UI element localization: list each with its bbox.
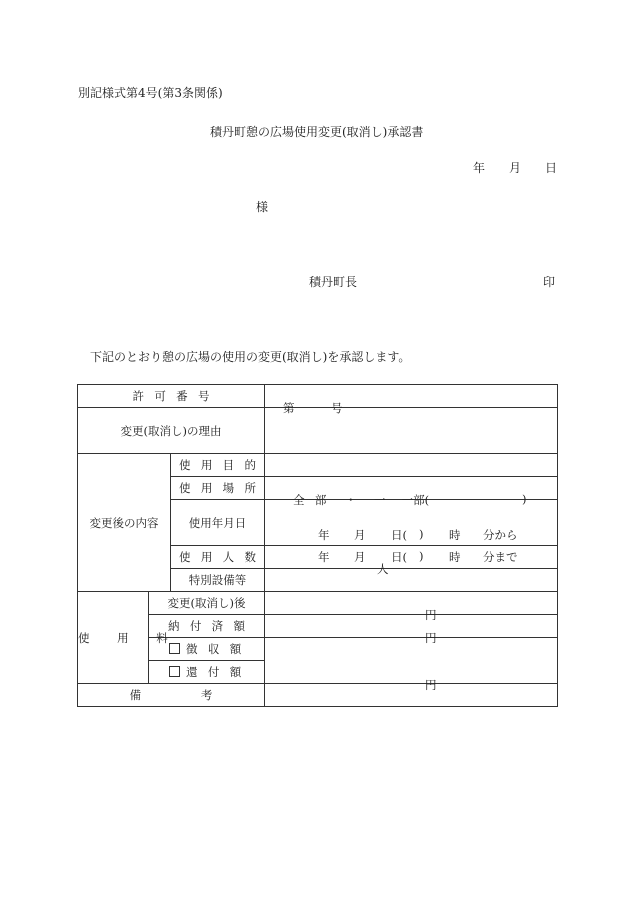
refund-checkbox[interactable] (169, 666, 180, 677)
start-hour: 時 (449, 527, 461, 542)
refund-option[interactable]: 還付額 (149, 661, 265, 684)
end-tail: 分まで (483, 549, 518, 564)
people-label: 使用人数 (171, 546, 265, 569)
place-value[interactable] (265, 477, 558, 507)
end-month: 月 (354, 549, 366, 564)
form-reference: 別記様式第4号(第3条関係) (78, 86, 223, 100)
end-paren: ) (419, 548, 424, 563)
date-year-label: 年 (473, 161, 486, 175)
intro-text: 下記のとおり憩の広場の使用の変更(取消し)を承認します。 (90, 350, 411, 364)
purpose-value[interactable] (265, 454, 558, 477)
approval-form-table (77, 384, 558, 707)
place-label: 使用場所 (171, 477, 265, 500)
start-month: 月 (354, 527, 366, 542)
permit-number-value[interactable] (265, 385, 558, 415)
collect-refund-unit: 円 (425, 677, 437, 692)
date-label: 使用年月日 (171, 500, 265, 546)
reason-label: 変更(取消し)の理由 (78, 408, 265, 454)
document-title: 積丹町憩の広場使用変更(取消し)承認書 (210, 125, 424, 139)
remarks-row (78, 684, 558, 707)
fee-after-row (78, 592, 558, 615)
end-year: 年 (318, 549, 330, 564)
remarks-label: 備考 (78, 684, 265, 707)
equipment-value[interactable] (265, 569, 558, 592)
seal-mark: 印 (543, 275, 556, 289)
place-part-option[interactable]: 一一部( (374, 493, 430, 507)
collect-checkbox[interactable] (169, 643, 180, 654)
fee-label: 使用料 (78, 592, 149, 684)
after-change-value[interactable] (265, 592, 558, 622)
permit-dai: 第 (283, 401, 295, 415)
purpose-label: 使用目的 (171, 454, 265, 477)
permit-number-row (78, 385, 558, 408)
permit-go: 号 (331, 401, 343, 415)
equipment-label: 特別設備等 (171, 569, 265, 592)
start-year: 年 (318, 527, 330, 542)
place-all-option[interactable]: 全部 (293, 493, 337, 507)
reason-row (78, 408, 558, 454)
content-label: 変更後の内容 (78, 454, 171, 592)
start-paren: ) (419, 526, 424, 541)
end-hour: 時 (449, 549, 461, 564)
after-change-unit: 円 (425, 608, 437, 622)
people-unit: 人 (377, 562, 389, 576)
date-day-label: 日 (545, 161, 558, 175)
date-month-label: 月 (509, 161, 522, 175)
permit-number-label: 許可番号 (78, 385, 265, 408)
place-close-paren: ) (522, 492, 527, 506)
paid-value[interactable] (265, 615, 558, 645)
remarks-value[interactable] (265, 684, 558, 707)
collect-refund-value[interactable] (265, 638, 558, 692)
purpose-row (78, 454, 558, 477)
start-tail: 分から (483, 527, 518, 542)
end-day: 日( (391, 549, 408, 564)
issuer-name: 積丹町長 (309, 275, 358, 289)
addressee-suffix: 様 (256, 200, 269, 214)
paid-label: 納付済額 (149, 615, 265, 638)
collect-option[interactable]: 徴収額 (149, 638, 265, 661)
place-separator: ・ (345, 493, 357, 507)
paid-unit: 円 (425, 631, 437, 645)
after-change-label: 変更(取消し)後 (149, 592, 265, 615)
start-day: 日( (391, 527, 408, 542)
reason-value[interactable] (265, 408, 558, 454)
